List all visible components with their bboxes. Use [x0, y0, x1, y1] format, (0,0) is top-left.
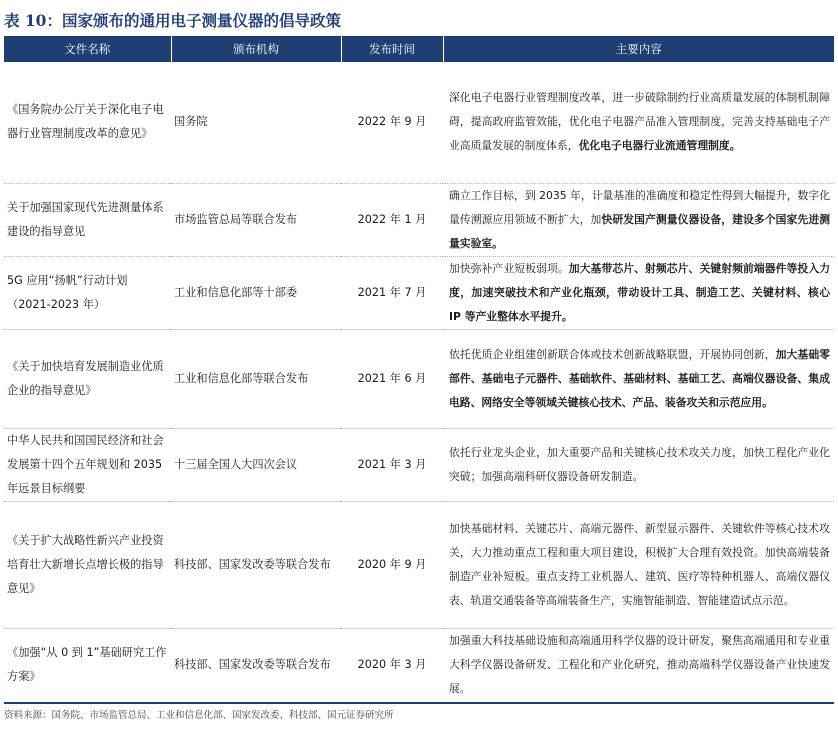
content-highlight: 快研发国产测量仪器设备，建设多个国家先进测量实验室。 [449, 212, 830, 250]
table-row [4, 183, 834, 256]
main-content: 依托行业龙头企业，加大重要产品和关键核心技术攻关力度，加快工程化产业化突破；加强高端科研仪器设备研发制造。 [443, 428, 834, 501]
publish-date: 2022 年 9 月 [341, 62, 443, 183]
file-name: 《关于扩大战略性新兴产业投资培育壮大新增长点增长极的指导意见》 [4, 501, 171, 628]
content-highlight: 加大基础零部件、基础电子元器件、基础软件、基础材料、基础工艺、高端仪器设备、集成电路、网络安全等领域关键核心技术、产品、装备攻关和示范应用。 [449, 347, 831, 409]
table-header-row [4, 36, 834, 62]
agency: 市场监管总局等联合发布 [171, 183, 341, 256]
table-row [4, 628, 834, 703]
file-name: 关于加强国家现代先进测量体系建设的指导意见 [4, 183, 171, 256]
publish-date: 2020 年 3 月 [341, 628, 443, 703]
content-text: 加快弥补产业短板弱项。 [449, 261, 569, 275]
agency: 国务院 [171, 62, 341, 183]
content-highlight: 优化电子电器行业流通管理制度。 [578, 139, 741, 153]
content-highlight: 加大基带芯片、射频芯片、关键射频前端器件等投入力度，加速突破技术和产业化瓶颈，带动设计工具、制造工艺、关键材料、核心 IP 等产业整体水平提升。 [449, 261, 831, 323]
main-content [443, 62, 834, 183]
main-content: 加强重大科技基础设施和高端通用科学仪器的设计研发，聚焦高端通用和专业重大科学仪器设备研发、工程化和产业化研究，推动高端科学仪器设备产业快速发展。 [443, 628, 834, 703]
header-file-name: 文件名称 [4, 36, 171, 62]
agency: 工业和信息化部等联合发布 [171, 329, 341, 428]
content-text: 深化电子电器行业管理制度改革，进一步破除制约行业高质量发展的体制机制障碍，提高政府监管效能，优化电子电器产品准入管理制度，完善支持基础电子产业高质量发展的制度体系， [449, 91, 830, 153]
header-date: 发布时间 [341, 36, 443, 62]
policy-table [4, 36, 834, 704]
publish-date: 2020 年 9 月 [341, 501, 443, 628]
main-content [443, 183, 834, 256]
publish-date: 2021 年 3 月 [341, 428, 443, 501]
content-text: 依托优质企业组建创新联合体或技术创新战略联盟，开展协同创新， [449, 347, 776, 361]
table-row [4, 428, 834, 501]
publish-date: 2021 年 6 月 [341, 329, 443, 428]
agency: 科技部、国家发改委等联合发布 [171, 501, 341, 628]
content-text: 确立工作目标，到 2035 年，计量基准的准确度和稳定性得到大幅提升，数字化量传溯源应用领域不断扩大，加 [449, 188, 830, 226]
file-name: 《国务院办公厅关于深化电子电器行业管理制度改革的意见》 [4, 62, 171, 183]
table-row [4, 501, 834, 628]
table-title: 表 10：国家颁布的通用电子测量仪器的倡导政策 [4, 11, 341, 30]
agency: 科技部、国家发改委等联合发布 [171, 628, 341, 703]
main-content [443, 256, 834, 329]
agency: 十三届全国人大四次会议 [171, 428, 341, 501]
file-name: 中华人民共和国国民经济和社会发展第十四个五年规划和 2035 年远景目标纲要 [4, 428, 171, 501]
table-row [4, 256, 834, 329]
header-content: 主要内容 [443, 36, 834, 62]
agency: 工业和信息化部等十部委 [171, 256, 341, 329]
file-name: 5G 应用“扬帆”行动计划（2021-2023 年） [4, 256, 171, 329]
header-agency: 颁布机构 [171, 36, 341, 62]
file-name: 《加强“从 0 到 1”基础研究工作方案》 [4, 628, 171, 703]
main-content [443, 329, 834, 428]
table-row [4, 62, 834, 183]
file-name: 《关于加快培育发展制造业优质企业的指导意见》 [4, 329, 171, 428]
main-content: 加快基础材料、关键芯片、高端元器件、新型显示器件、关键软件等核心技术攻关，大力推动重点工程和重大项目建设，积极扩大合理有效投资。加快高端装备制造产业补短板。重点支持工业机器人、建筑、医疗等特种机器人、高端仪器仪表、轨道交通装备等高端装备生产，实施智能制造、智能建造试点示范。 [443, 501, 834, 628]
table-row [4, 329, 834, 428]
publish-date: 2022 年 1 月 [341, 183, 443, 256]
publish-date: 2021 年 7 月 [341, 256, 443, 329]
source-note: 资料来源：国务院、市场监管总局、工业和信息化部、国家发改委、科技部、国元证券研究所 [4, 710, 394, 721]
